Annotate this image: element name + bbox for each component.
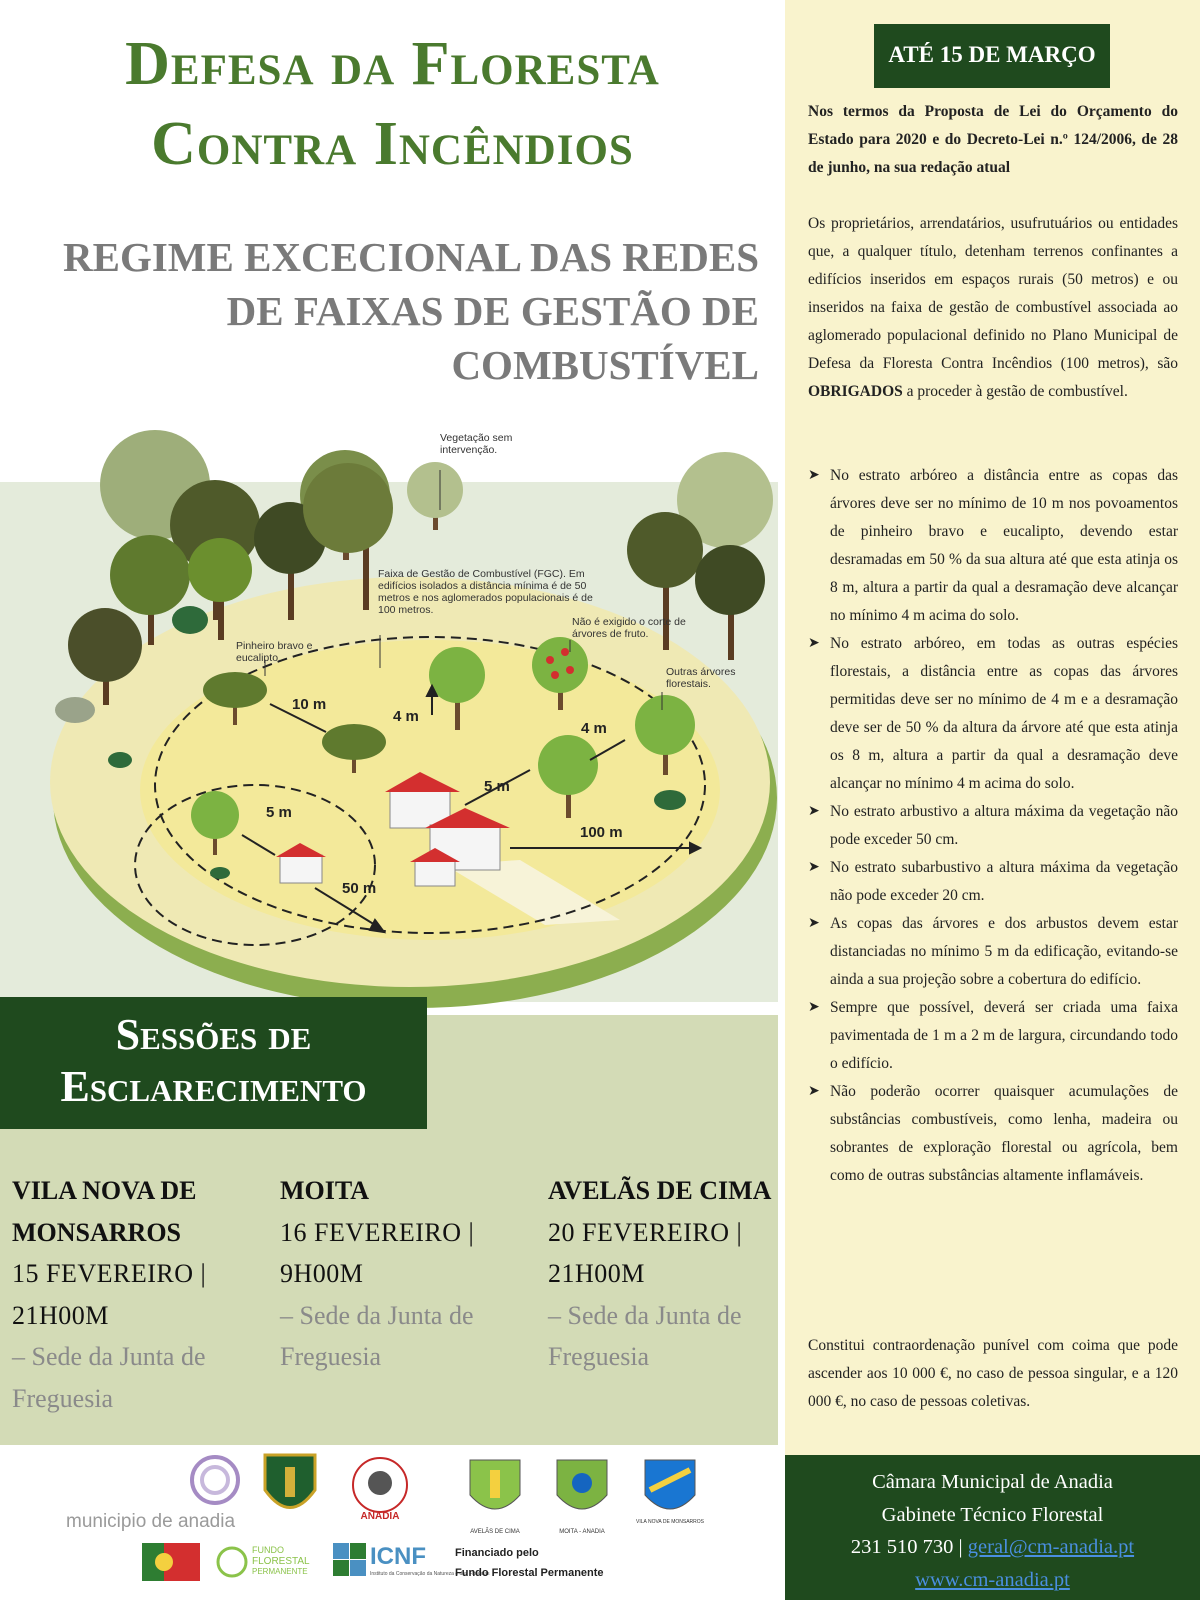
avelas-shield-text: AVELÃS DE CIMA [470,1529,520,1535]
arrow-bullet-icon: ➤ [808,860,820,875]
label-other-trees: Outras árvores florestais. [666,666,736,690]
moita-shield [557,1460,607,1535]
contact-separator: | [953,1536,968,1558]
subtitle-line-3: COMBUSTÍVEL [451,342,759,388]
rule-item [808,630,1178,798]
arrow-bullet-icon: ➤ [808,636,820,651]
arrow-bullet-icon: ➤ [808,1000,820,1015]
session-place: AVELÃS DE CIMA [548,1176,772,1205]
icnf-subtext: Instituto da Conservação da Natureza e das Florestas [370,1571,490,1577]
rule-item [808,994,1178,1078]
session-venue: – Sede da Junta de Freguesia [12,1342,206,1413]
label-fruit-trees: Não é exigido o corte de árvores de fruto. [572,616,686,640]
contact-info [785,1466,1200,1596]
session-venue: – Sede da Junta de Freguesia [548,1300,742,1371]
rule-item [808,798,1178,854]
contact-email-link[interactable]: geral@cm-anadia.pt [967,1536,1135,1558]
contact-phone: 231 510 730 [850,1536,954,1558]
vila-nova-shield [636,1460,705,1525]
moita-shield-text: MOITA - ANADIA [559,1529,605,1535]
vila-nova-shield-text: VILA NOVA DE MONSARROS [636,1519,704,1525]
contact-line [785,1531,1200,1564]
page-subtitle [19,230,759,392]
distance-10m: 10 m [292,696,327,713]
session-date: 15 FEVEREIRO | 21H00M [12,1259,207,1330]
label-vegetation: Vegetação sem intervenção. [440,432,513,456]
anadia-coat-of-arms [265,1455,315,1508]
arrow-bullet-icon: ➤ [808,468,820,483]
rule-text: As copas das árvores e dos arbustos devem estar distanciadas no mínimo 5 m da edificação, evitando-se ainda a sua projeção sobre a cobertura do edifício. [830,915,1178,988]
intro-bold: OBRIGADOS [808,383,903,400]
rule-item [808,854,1178,910]
session-item [280,1170,530,1378]
rules-list [808,462,1178,1190]
session-place: VILA NOVA DE MONSARROS [12,1176,197,1247]
logos-graphic [0,1445,785,1600]
fundo-florestal-logo [218,1545,310,1576]
funded-by-line-1: Financiado pelo [455,1547,539,1559]
session-date: 16 FEVEREIRO | 9H00M [280,1217,475,1288]
penalty-notice: Constitui contraordenação punível com coima que pode ascender aos 10 000 €, no caso de pessoa singular, e a 120 000 €, no caso de pessoas coletivas. [808,1337,1178,1410]
bombeiros-logo [353,1458,407,1522]
page-title [20,24,765,184]
session-venue: – Sede da Junta de Freguesia [280,1300,474,1371]
bombeiros-logo-text: ANADIA [360,1511,400,1522]
distance-100m: 100 m [580,824,623,841]
subtitle-line-1: REGIME EXCECIONAL DAS REDES [63,234,759,280]
title-line-2: Contra Incêndios [151,110,634,178]
municipio-logo-text: municipio de anadia [66,1511,236,1532]
rule-text: No estrato arbóreo a distância entre as copas das árvores deve ser no mínimo de 10 m nos povoamentos de pinheiro bravo e eucalipto, devendo estar desramadas em 50 % da sua altura até que esta atinja os 8 m, altura a partir da qual a desramação deve alcançar no mínimo 4 m acima do solo. [830,467,1178,624]
fundo-text-2: FLORESTAL [252,1556,310,1567]
session-date: 20 FEVEREIRO | 21H00M [548,1217,743,1288]
session-place: MOITA [280,1176,370,1205]
right-column [785,0,1200,1455]
title-line-1: Defesa da Floresta [125,30,660,98]
municipio-logo [66,1457,238,1532]
contact-website-link[interactable]: www.cm-anadia.pt [915,1568,1070,1591]
fuel-management-illustration [0,420,785,1020]
arrow-bullet-icon: ➤ [808,1084,820,1099]
distance-50m: 50 m [342,880,377,897]
fundo-text-3: PERMANENTE [252,1567,308,1576]
fundo-text-1: FUNDO [252,1545,284,1555]
rule-text: Não poderão ocorrer quaisquer acumulações de substâncias combustíveis, como lenha, madeira ou sobrantes de exploração florestal ou agrícola, bem como de outras substâncias altamente inflamáveis. [830,1083,1178,1184]
rule-text: No estrato subarbustivo a altura máxima da vegetação não pode exceder 20 cm. [830,859,1178,904]
intro-text-end: a proceder à gestão de combustível. [902,383,1128,400]
rule-item [808,910,1178,994]
deadline-label: ATÉ 15 DE MARÇO [888,42,1096,67]
arrow-bullet-icon: ➤ [808,804,820,819]
funded-by-line-2: Fundo Florestal Permanente [455,1567,604,1579]
partner-logos [0,1445,785,1600]
session-item [12,1170,262,1419]
portugal-flag [142,1543,200,1581]
rule-item [808,462,1178,630]
label-fgc: Faixa de Gestão de Combustível (FGC). Em edifícios isolados a distância mínima é de 50 metros e nos aglomerados populacionais é de 100 metros. [378,568,593,616]
rule-item [808,1078,1178,1190]
distance-4m-height: 4 m [393,708,419,725]
icnf-text: ICNF [370,1543,426,1570]
label-pine-eucalyptus: Pinheiro bravo e eucalipto. [236,640,313,664]
rule-text: No estrato arbustivo a altura máxima da vegetação não pode exceder 50 cm. [830,803,1178,848]
distance-4m-crowns: 4 m [581,720,607,737]
sessions-title [0,1009,427,1113]
subtitle-line-2: DE FAIXAS DE GESTÃO DE [226,288,759,334]
session-item [548,1170,798,1378]
contact-org: Câmara Municipal de Anadia [872,1471,1113,1493]
rule-text: No estrato arbóreo, em todas as outras espécies florestais, a distância entre as copas das árvores permitidas deve ser no mínimo de 4 m e a desramação deve ser de 50 % da altura da árvore até que esta atinja os 8 m, altura a partir da qual a desramação deve alcançar no mínimo 4 m acima do solo. [830,635,1178,792]
distance-5m-building: 5 m [484,778,510,795]
obligation-intro [808,210,1178,406]
arrow-bullet-icon: ➤ [808,916,820,931]
distance-5m-house: 5 m [266,804,292,821]
contact-dept: Gabinete Técnico Florestal [881,1503,1104,1526]
rule-text: Sempre que possível, deverá ser criada uma faixa pavimentada de 1 m a 2 m de largura, circundando todo o edifício. [830,999,1178,1072]
legal-basis: Nos termos da Proposta de Lei do Orçamento do Estado para 2020 e do Decreto-Lei n.º 124/2006, de 28 de junho, na sua redação atual [808,103,1178,176]
intro-text: Os proprietários, arrendatários, usufrutuários ou entidades que, a qualquer título, detenham terrenos confinantes a edifícios inseridos em espaços rurais (50 metros) e ou inseridos na faixa de gestão de combustível associada ao aglomerado populacional definido no Plano Municipal de Defesa da Floresta Contra Incêndios (100 metros), são [808,215,1178,372]
avelas-shield [470,1460,520,1535]
sessions-title-line-1: Sessões de [115,1010,312,1059]
sessions-title-line-2: Esclarecimento [60,1062,367,1111]
